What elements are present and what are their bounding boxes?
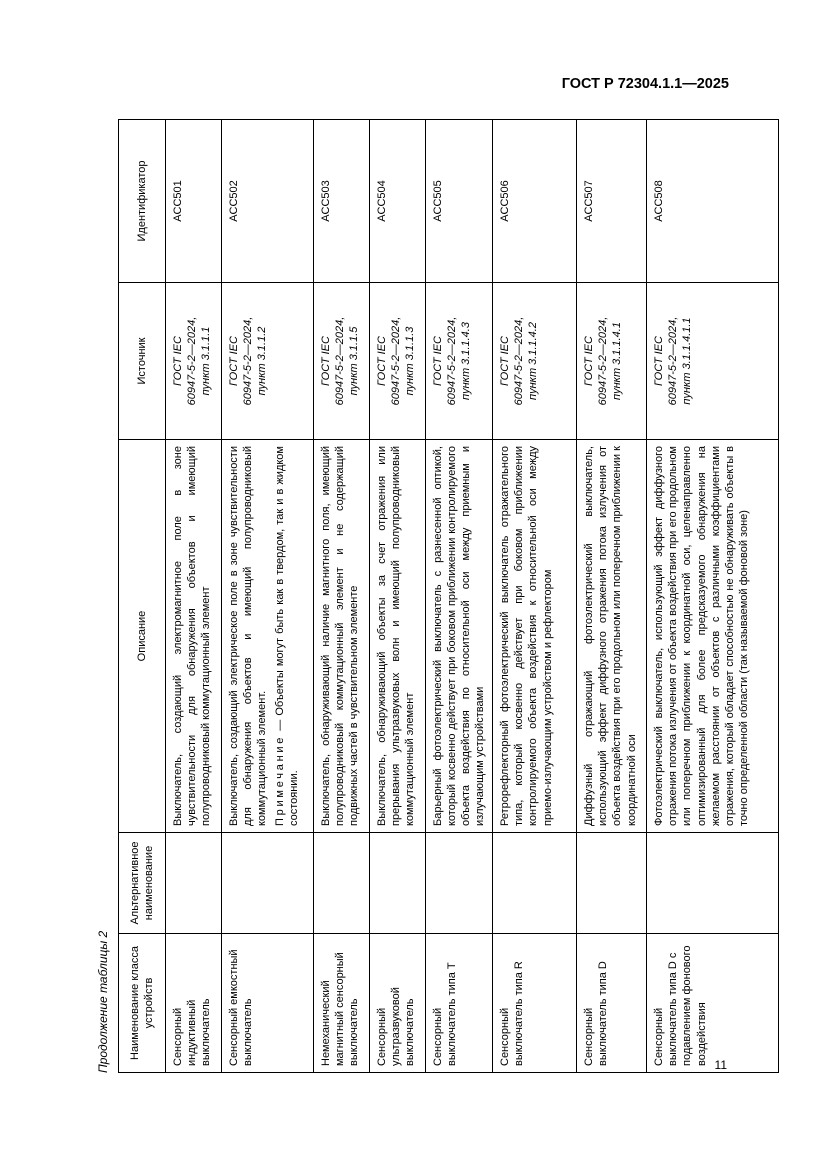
source-number: 60947-5-2—2024, xyxy=(597,316,610,406)
note-label: Примечание xyxy=(274,734,287,826)
source xyxy=(370,283,426,440)
description xyxy=(314,440,370,833)
identifier: ACC502 xyxy=(222,120,314,283)
device-class-name: Сенсорный выключатель типа T xyxy=(426,934,493,1073)
description xyxy=(577,440,647,833)
source-number: 60947-5-2—2024, xyxy=(446,316,459,406)
column-header-identifier: Идентификатор xyxy=(119,120,166,283)
table-caption: Продолжение таблицы 2 xyxy=(96,930,110,1073)
device-class-name: Сенсорный выключатель типа D xyxy=(577,934,647,1073)
source-standard: ГОСТ IEC xyxy=(583,336,596,386)
page-number: 11 xyxy=(714,1058,727,1072)
source-standard: ГОСТ IEC xyxy=(228,336,240,386)
source xyxy=(493,283,577,440)
table-row xyxy=(577,120,647,1073)
description-text: Ретрорефлекторный фотоэлектрический выключатель отражательного типа, который косвенно действует при боковом приближении контролируемого объекта воздействия к относительной оси между приемо-излучающим устройством и рефлектором xyxy=(499,446,554,826)
devices-table xyxy=(118,119,779,1073)
source-number: 60947-5-2—2024, xyxy=(242,316,255,406)
note-text: — Объекты могут быть как в твердом, так и в жидком состоянии. xyxy=(274,446,301,826)
source-number: 60947-5-2—2024, xyxy=(334,316,347,406)
source-clause: пункт 3.1.1.4.2 xyxy=(527,322,540,400)
description xyxy=(647,440,779,833)
alternative-name xyxy=(647,833,779,934)
alternative-name xyxy=(370,833,426,934)
alternative-name xyxy=(222,833,314,934)
alternative-name xyxy=(493,833,577,934)
source xyxy=(314,283,370,440)
description-text: Фотоэлектрический выключатель, использующий эффект диффузного отражения потока излучения от объекта воздействия при его продольном или поперечном приближении к координатной оси, целенаправленно оптимизированный для более предсказуемого обнаружения на желаемом расстоянии от объектов с различными коэффициентами отражения, который обладает способностью не обнаруживать объекты в точно определенной области (так называемой фоновой зоне) xyxy=(653,446,750,826)
column-header-name: Наименование класса устройств xyxy=(119,934,166,1073)
identifier: ACC504 xyxy=(370,120,426,283)
identifier: ACC501 xyxy=(166,120,222,283)
device-class-name: Сенсорный индуктивный выключатель xyxy=(166,934,222,1073)
source-number: 60947-5-2—2024, xyxy=(186,316,199,406)
description-text: Выключатель, обнаруживающий объекты за счет отражения или прерывания ультразвуковых волн и имеющий полупроводниковый коммутационный элемент xyxy=(376,446,417,826)
description-text: Диффузный отражающий фотоэлектрический выключатель, использующий эффект диффузного отражения потока излучения от объекта воздействия при его продольном или поперечном приближении к координатной оси xyxy=(583,446,638,826)
source-standard: ГОСТ IEC xyxy=(172,336,184,386)
table-header-row xyxy=(119,120,166,1073)
source xyxy=(426,283,493,440)
rotated-table-container xyxy=(88,120,750,1073)
identifier: ACC505 xyxy=(426,120,493,283)
table-row xyxy=(647,120,779,1073)
source xyxy=(166,283,222,440)
column-header-source: Источник xyxy=(119,283,166,440)
description xyxy=(426,440,493,833)
source-clause: пункт 3.1.1.3 xyxy=(404,326,417,396)
source-standard: ГОСТ IEC xyxy=(432,336,444,386)
table-row xyxy=(166,120,222,1073)
description-text: Барьерный фотоэлектрический выключатель с разнесенной оптикой, который косвенно действует при боковом приближении контролируемого объекта воздействия по относительной оси между приемным и излучающим устройствами xyxy=(432,446,487,826)
device-class-name: Сенсорный выключатель типа R xyxy=(493,934,577,1073)
column-header-alt: Альтернативное наименование xyxy=(119,833,166,934)
alternative-name xyxy=(166,833,222,934)
device-class-name: Сенсорный емкостный выключатель xyxy=(222,934,314,1073)
source-number: 60947-5-2—2024, xyxy=(390,316,403,406)
table-row xyxy=(314,120,370,1073)
device-class-name: Сенсорный ультразвуковой выключатель xyxy=(370,934,426,1073)
source-standard: ГОСТ IEC xyxy=(376,336,388,386)
description xyxy=(370,440,426,833)
source-standard: ГОСТ IEC xyxy=(320,336,332,386)
source-clause: пункт 3.1.1.4.3 xyxy=(460,322,473,400)
device-class-name: Сенсорный выключатель типа D с подавлением фонового воздействия xyxy=(647,934,779,1073)
source-clause: пункт 3.1.1.5 xyxy=(348,326,361,396)
description-note xyxy=(273,446,301,826)
identifier: ACC508 xyxy=(647,120,779,283)
source-clause: пункт 3.1.1.4.1.1 xyxy=(681,317,694,405)
column-header-description: Описание xyxy=(119,440,166,833)
description xyxy=(222,440,314,833)
table-row xyxy=(426,120,493,1073)
source-standard: ГОСТ IEC xyxy=(499,336,512,386)
source-number: 60947-5-2—2024, xyxy=(667,316,680,406)
source xyxy=(222,283,314,440)
identifier: ACC503 xyxy=(314,120,370,283)
table-row xyxy=(370,120,426,1073)
description-text: Выключатель, обнаруживающий наличие магнитного поля, имеющий полупроводниковый коммутационный элемент и не содержащий подвижных частей в чувствительном элементе xyxy=(320,446,361,826)
source-standard: ГОСТ IEC xyxy=(653,336,666,386)
alternative-name xyxy=(577,833,647,934)
alternative-name xyxy=(426,833,493,934)
source-clause: пункт 3.1.1.4.1 xyxy=(611,322,624,400)
identifier: ACC507 xyxy=(577,120,647,283)
document-header: ГОСТ Р 72304.1.1—2025 xyxy=(561,76,729,92)
description-text: Выключатель, создающий электрическое поле в зоне чувствительности для обнаружения объектов и имеющий полупроводниковый коммутационный элемент. xyxy=(228,446,269,826)
table-row xyxy=(493,120,577,1073)
description xyxy=(493,440,577,833)
source-clause: пункт 3.1.1.2 xyxy=(256,326,269,396)
table-row xyxy=(222,120,314,1073)
alternative-name xyxy=(314,833,370,934)
device-class-name: Немеханический магнитный сенсорный выключатель xyxy=(314,934,370,1073)
source xyxy=(647,283,779,440)
source-clause: пункт 3.1.1.1 xyxy=(200,326,213,396)
source xyxy=(577,283,647,440)
source-number: 60947-5-2—2024, xyxy=(513,316,526,406)
description xyxy=(166,440,222,833)
identifier: ACC506 xyxy=(493,120,577,283)
description-text: Выключатель, создающий электромагнитное поле в зоне чувствительности для обнаружения объектов и имеющий полупроводниковый коммутационный элемент xyxy=(172,446,213,826)
